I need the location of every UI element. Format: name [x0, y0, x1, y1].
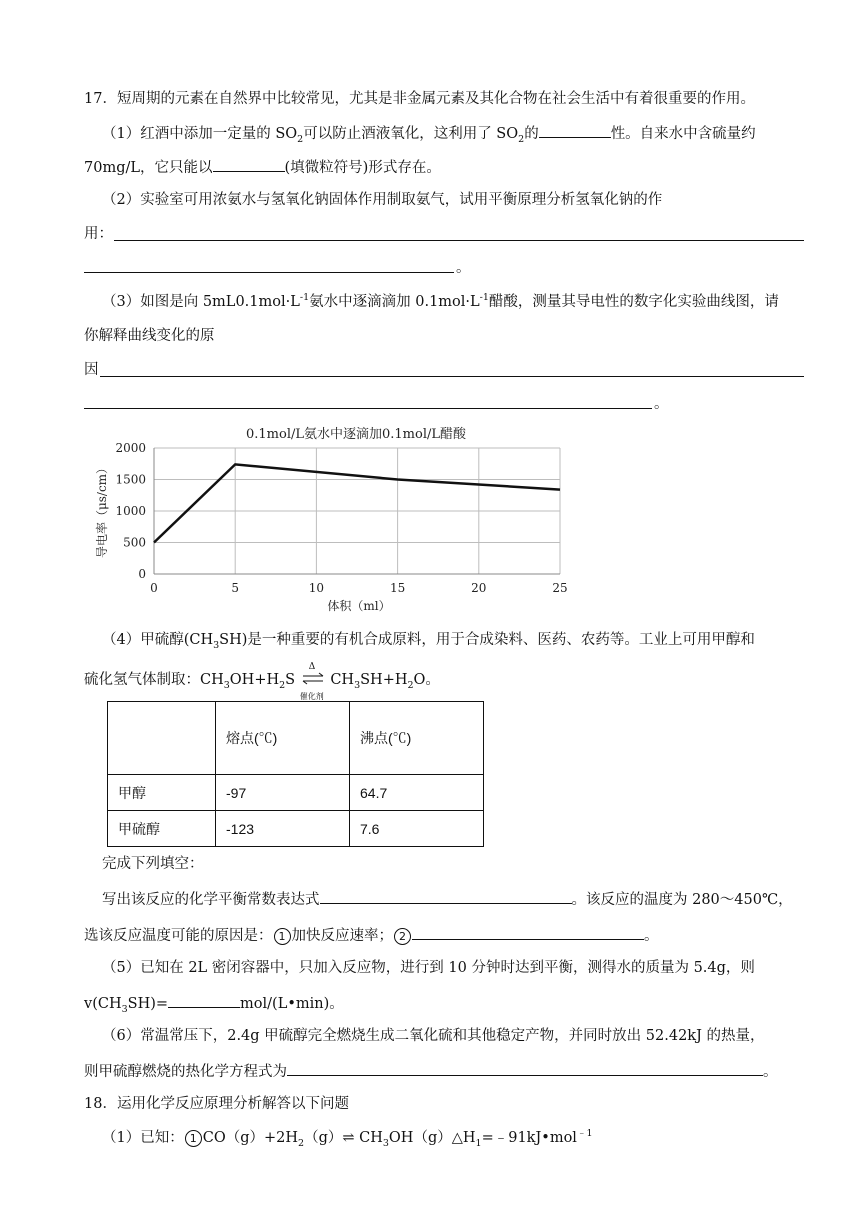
x-tick-label: 0: [150, 581, 158, 595]
table-cell: 甲硫醇: [108, 811, 216, 847]
chart-xlabel: 体积（ml）: [327, 599, 391, 613]
equilibrium-arrow-icon: Δ 催化剂: [299, 662, 324, 701]
table-row: [108, 775, 484, 811]
fill-line1: 写出该反应的化学平衡常数表达式 。该反应的温度为 280～450℃，: [102, 888, 793, 910]
circled-number-1: 1: [185, 1130, 202, 1147]
answer-line-part3-a[interactable]: [100, 376, 804, 377]
x-tick-label: 25: [552, 581, 568, 595]
q17-part3-line2: 你解释曲线变化的原: [84, 328, 215, 344]
chart-grid: [154, 448, 560, 574]
q17-part4-line1: （4）甲硫醇$(CH_3SH)$是一种重要的有机合成原料，用于合成染料、医药、农药等。工业上可用甲醇和: [102, 632, 755, 651]
answer-line-part2-a[interactable]: [114, 240, 804, 241]
q17-part1-line2: 70mg/L，它只能以 (填微粒符号)形式存在。: [84, 156, 441, 178]
chart-series: [154, 464, 560, 542]
chart-ticks: [115, 441, 567, 595]
answer-blank-thermochemical-equation[interactable]: [287, 1060, 763, 1076]
y-tick-label: 2000: [115, 441, 146, 455]
x-tick-label: 20: [471, 581, 487, 595]
answer-blank-property[interactable]: [539, 122, 611, 138]
q17-part4-equation: 硫化氢气体制取：$CH_3OH+H_2S$ Δ 催化剂 $CH_3SH+H_2O$。: [84, 662, 440, 701]
q17-part1-line1: （1）红酒中添加一定量的 $SO_2$可以防止酒液氧化，这利用了 $SO_2$的 性。自来水中含硫量约: [102, 122, 756, 144]
q17-part6-line2: 则甲硫醇燃烧的热化学方程式为 。: [84, 1060, 778, 1082]
answer-blank-reason[interactable]: [412, 924, 644, 940]
q17-part5-line2: $v(CH_3SH)=$ mol/(L•min)。: [84, 992, 344, 1014]
q17-part5-line1: （5）已知在 2L 密闭容器中，只加入反应物，进行到 10 分钟时达到平衡，测得水的质量为 5.4g，则: [102, 960, 755, 976]
answer-blank-particle[interactable]: [213, 156, 285, 172]
circled-number-2: 2: [394, 928, 411, 945]
y-tick-label: 0: [138, 567, 146, 581]
table-cell: -97: [216, 775, 350, 811]
x-tick-label: 15: [389, 581, 406, 595]
answer-blank-equilibrium-constant[interactable]: [320, 888, 572, 904]
conductivity-chart: [84, 420, 584, 620]
q17-part3-line3: 因: [84, 362, 99, 378]
answer-line-part3-b[interactable]: [84, 408, 652, 409]
y-tick-label: 1500: [115, 472, 146, 487]
melting-boiling-table: [107, 701, 484, 847]
y-tick-label: 500: [123, 535, 146, 550]
answer-blank-rate[interactable]: [168, 992, 240, 1008]
table-header-cell: [108, 702, 216, 775]
q17-part2-line2: 用：: [84, 226, 113, 242]
table-cell: -123: [216, 811, 350, 847]
table-header-row: [108, 702, 484, 775]
period-mark: 。: [654, 396, 669, 412]
q17-stem: 17．短周期的元素在自然界中比较常见，尤其是非金属元素及其化合物在社会生活中有着很重要的作用。: [84, 91, 755, 107]
x-tick-label: 5: [231, 581, 240, 595]
table-cell: 64.7: [350, 775, 484, 811]
table-header-cell: 沸点(℃): [350, 702, 484, 775]
fill-line2: 选该反应温度可能的原因是： 1 加快反应速率； 2 。: [84, 924, 659, 946]
q17-part3-line1: （3）如图是向 $5mL0.1mol\cdot L^{-1}$氨水中逐滴滴加 $0.1mol\cdot L^{-1}$醋酸，测量其导电性的数字化实验曲线图，请: [102, 292, 779, 310]
chart-ylabel: 导电率（μs/cm）: [95, 461, 109, 559]
series-line: [154, 464, 560, 542]
table-cell: 7.6: [350, 811, 484, 847]
circled-number-1: 1: [274, 928, 291, 945]
chart-title: 0.1mol/L氨水中逐滴加0.1mol/L醋酸: [246, 427, 466, 442]
x-tick-label: 10: [308, 581, 325, 595]
y-tick-label: 1000: [115, 504, 146, 518]
q17-part2-line1: （2）实验室可用浓氨水与氢氧化钠固体作用制取氨气，试用平衡原理分析氢氧化钠的作: [102, 192, 663, 208]
period-mark: 。: [456, 260, 471, 276]
table-header-cell: 熔点(℃): [216, 702, 350, 775]
q17-part6-line1: （6）常温常压下，2.4g 甲硫醇完全燃烧生成二氧化硫和其他稳定产物，并同时放出 52.42kJ 的热量，: [102, 1028, 765, 1044]
q18-stem: 18．运用化学反应原理分析解答以下问题: [84, 1096, 349, 1112]
fill-title: 完成下列填空：: [102, 856, 204, 872]
answer-line-part2-b[interactable]: [84, 272, 454, 273]
q18-part1: （1）已知： 1 $CO(g)+2H_2(g)\rightleftharpoons$ $CH_3OH(g)\triangle H_1=﹣91kJ•mol^{﹣1}$: [102, 1128, 593, 1149]
table-cell: 甲醇: [108, 775, 216, 811]
table-row: [108, 811, 484, 847]
